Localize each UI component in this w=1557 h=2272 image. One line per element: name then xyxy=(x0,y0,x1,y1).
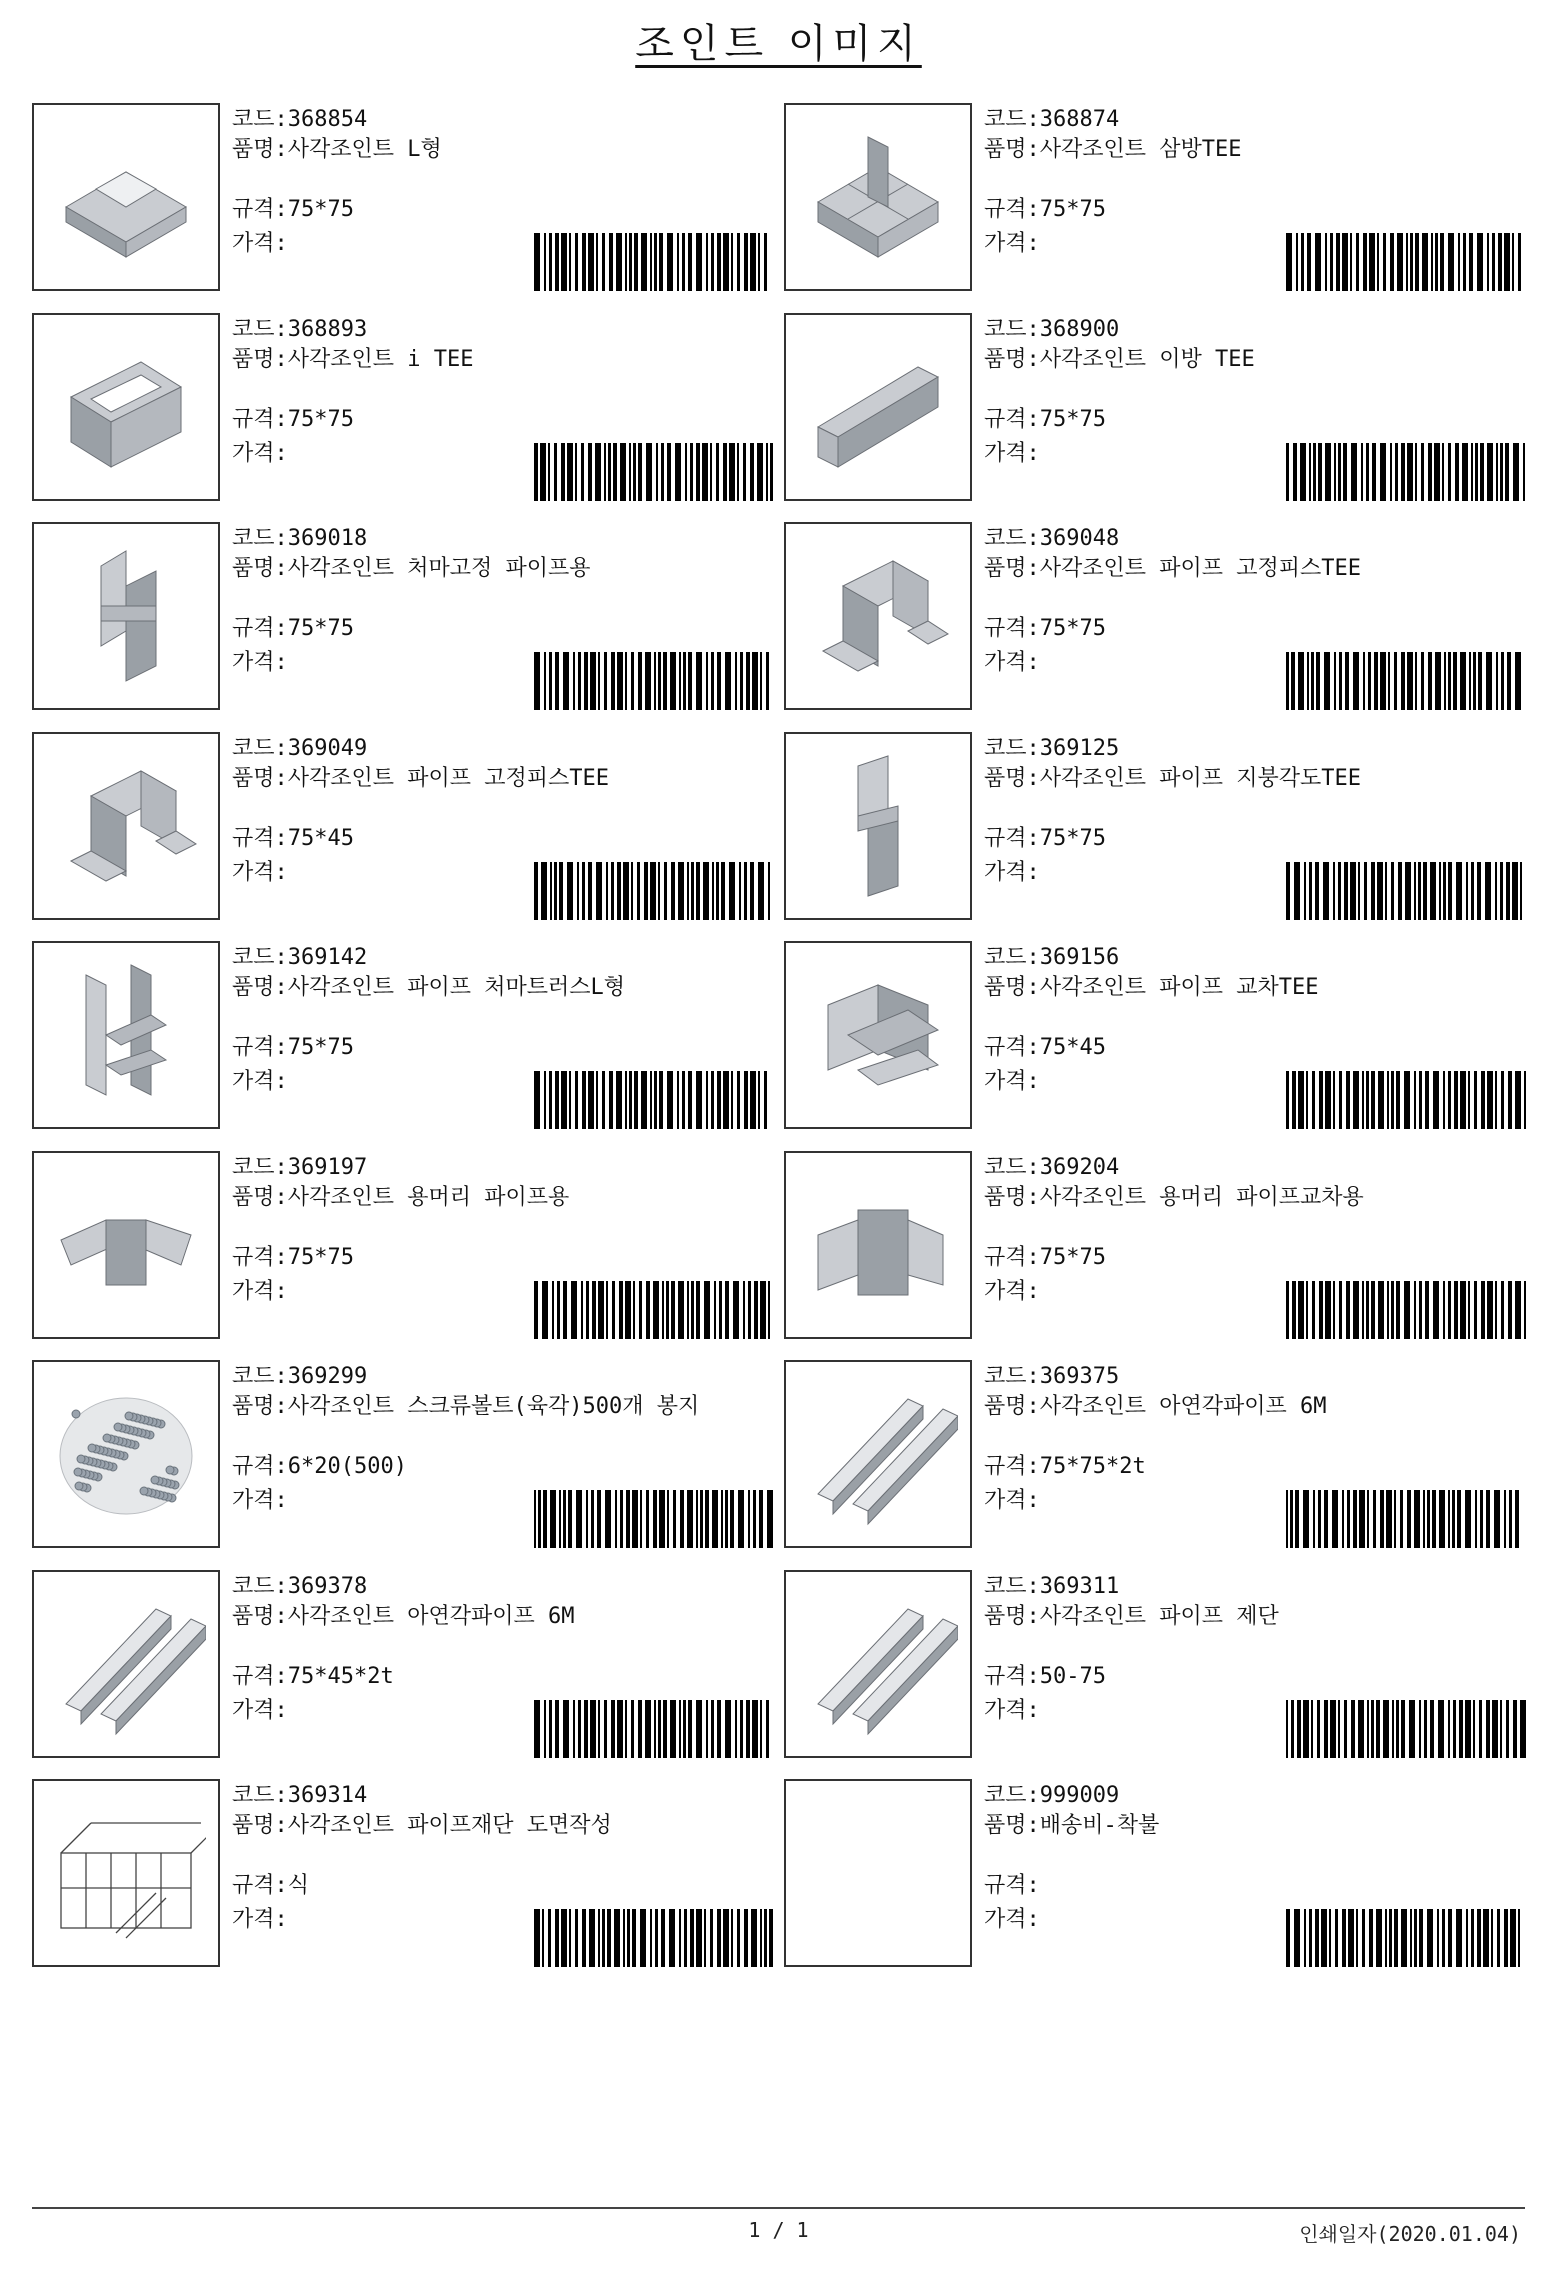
code-row xyxy=(232,105,367,135)
product-image xyxy=(32,313,220,501)
spec-value: 75*75 xyxy=(1039,616,1106,641)
name-row xyxy=(984,554,1524,584)
price-row xyxy=(984,648,1040,678)
code-value: 368893 xyxy=(287,316,368,342)
name-row xyxy=(984,345,1524,375)
price-row xyxy=(232,1486,288,1516)
spec-row xyxy=(984,1033,1106,1063)
code-value: 369375 xyxy=(1039,1364,1120,1389)
code-label: 코드: xyxy=(232,1154,288,1180)
name-row xyxy=(984,1183,1524,1213)
product-card xyxy=(32,313,772,505)
code-row xyxy=(232,524,367,554)
name-label: 품명: xyxy=(232,975,288,1000)
product-card xyxy=(784,732,1524,924)
product-image xyxy=(32,103,220,291)
price-row xyxy=(984,1696,1040,1726)
code-label: 코드: xyxy=(232,1573,288,1599)
code-value: 369299 xyxy=(287,1364,368,1389)
spec-label: 규격: xyxy=(232,825,288,851)
price-row xyxy=(984,858,1040,888)
name-value: 사각조인트 스크류볼트(육각)500개 봉지 xyxy=(287,1394,700,1419)
spec-value: 75*75 xyxy=(1039,197,1106,222)
barcode xyxy=(1282,1490,1530,1548)
price-label: 가격: xyxy=(232,440,288,466)
product-card xyxy=(784,103,1524,295)
spec-row xyxy=(232,195,354,225)
spec-label: 규격: xyxy=(984,616,1040,641)
price-label: 가격: xyxy=(232,859,288,885)
spec-value: 75*75 xyxy=(1039,825,1106,851)
name-value: 사각조인트 삼방TEE xyxy=(1039,137,1242,162)
product-card xyxy=(32,1360,772,1552)
name-row xyxy=(232,764,772,794)
eaves-bracket-render-icon xyxy=(46,536,206,696)
product-image xyxy=(32,1360,220,1548)
code-label: 코드: xyxy=(232,945,288,970)
code-row xyxy=(232,734,367,764)
name-label: 품명: xyxy=(984,975,1040,1000)
code-row xyxy=(232,1153,367,1183)
name-row xyxy=(232,345,772,375)
name-value: 사각조인트 파이프 고정피스TEE xyxy=(287,765,610,791)
code-value: 369204 xyxy=(1039,1154,1120,1180)
name-row xyxy=(984,764,1524,794)
price-label: 가격: xyxy=(984,1069,1040,1094)
code-row xyxy=(232,1572,367,1602)
price-row xyxy=(232,1067,288,1097)
name-label: 품명: xyxy=(984,1813,1040,1838)
product-image xyxy=(784,941,972,1129)
code-value: 368874 xyxy=(1039,107,1120,132)
spec-label: 규격: xyxy=(984,1873,1040,1898)
code-label: 코드: xyxy=(232,526,288,551)
spec-row xyxy=(232,1033,354,1063)
price-row xyxy=(232,229,288,259)
barcode xyxy=(530,443,778,501)
spec-label: 규격: xyxy=(232,1035,288,1060)
product-image xyxy=(784,1779,972,1967)
name-label: 품명: xyxy=(232,1603,288,1629)
name-label: 품명: xyxy=(232,346,288,372)
frame-drawing-icon xyxy=(46,1793,206,1953)
barcode xyxy=(530,1909,778,1967)
name-row xyxy=(984,973,1524,1003)
name-value: 사각조인트 i TEE xyxy=(287,346,474,372)
name-label: 품명: xyxy=(232,765,288,791)
name-value: 사각조인트 처마고정 파이프용 xyxy=(287,556,591,581)
price-label: 가격: xyxy=(232,1697,288,1723)
spec-row xyxy=(984,614,1106,644)
code-label: 코드: xyxy=(984,1364,1040,1389)
code-label: 코드: xyxy=(984,945,1040,970)
square-pipe-render-icon xyxy=(798,1584,958,1744)
code-value: 369314 xyxy=(287,1783,368,1808)
spec-value: 식 xyxy=(287,1873,310,1898)
code-row xyxy=(984,1781,1119,1811)
name-row xyxy=(232,1602,772,1632)
name-value: 사각조인트 L형 xyxy=(287,137,442,162)
product-card xyxy=(32,941,772,1133)
price-label: 가격: xyxy=(232,1907,288,1932)
channel-tee-render-icon xyxy=(798,327,958,487)
price-label: 가격: xyxy=(232,650,288,675)
name-label: 품명: xyxy=(232,556,288,581)
spec-label: 규격: xyxy=(232,406,288,432)
spec-row xyxy=(984,1243,1106,1273)
code-value: 369156 xyxy=(1039,945,1120,970)
print-date: 인쇄일자(2020.01.04) xyxy=(1299,2222,1521,2246)
name-label: 품명: xyxy=(984,137,1040,162)
name-row xyxy=(232,1183,772,1213)
spec-row xyxy=(232,1452,407,1482)
product-card xyxy=(784,313,1524,505)
name-label: 품명: xyxy=(232,137,288,162)
name-row xyxy=(984,1392,1524,1422)
product-card xyxy=(784,1779,1524,1971)
price-row xyxy=(232,439,288,469)
price-label: 가격: xyxy=(232,1069,288,1094)
code-row xyxy=(984,943,1119,973)
name-value: 사각조인트 파이프 고정피스TEE xyxy=(1039,556,1362,581)
product-image xyxy=(784,1570,972,1758)
code-label: 코드: xyxy=(232,1364,288,1389)
name-value: 사각조인트 아연각파이프 6M xyxy=(287,1603,575,1629)
name-row xyxy=(984,1811,1524,1841)
code-label: 코드: xyxy=(984,526,1040,551)
price-label: 가격: xyxy=(984,231,1040,256)
name-value: 사각조인트 아연각파이프 6M xyxy=(1039,1394,1327,1419)
name-label: 품명: xyxy=(232,1813,288,1838)
price-label: 가격: xyxy=(232,1488,288,1513)
price-row xyxy=(984,439,1040,469)
barcode xyxy=(530,1281,778,1339)
product-card xyxy=(32,103,772,295)
product-image xyxy=(32,1151,220,1339)
product-image xyxy=(32,1570,220,1758)
spec-value: 50-75 xyxy=(1039,1663,1106,1689)
spec-row xyxy=(232,1243,354,1273)
name-value: 사각조인트 용머리 파이프용 xyxy=(287,1184,570,1210)
code-row xyxy=(984,1153,1119,1183)
spec-row xyxy=(232,1871,309,1901)
spec-label: 규격: xyxy=(984,1244,1040,1270)
spec-label: 규격: xyxy=(984,1454,1040,1479)
code-value: 369142 xyxy=(287,945,368,970)
code-row xyxy=(232,1362,367,1392)
name-label: 품명: xyxy=(984,1394,1040,1419)
name-label: 품명: xyxy=(232,1394,288,1419)
page-title: 조인트 이미지 xyxy=(635,21,922,67)
price-row xyxy=(232,858,288,888)
name-value: 사각조인트 이방 TEE xyxy=(1039,346,1255,372)
barcode xyxy=(530,1700,778,1758)
name-value: 사각조인트 파이프 지붕각도TEE xyxy=(1039,765,1362,791)
product-card xyxy=(32,1151,772,1343)
code-row xyxy=(232,943,367,973)
name-row xyxy=(232,554,772,584)
spec-label: 규격: xyxy=(232,1244,288,1270)
spec-row xyxy=(232,1662,394,1692)
code-label: 코드: xyxy=(984,1573,1040,1599)
price-row xyxy=(984,1486,1040,1516)
name-row xyxy=(232,973,772,1003)
price-row xyxy=(984,1905,1040,1935)
product-image xyxy=(32,522,220,710)
price-label: 가격: xyxy=(984,1488,1040,1513)
price-label: 가격: xyxy=(232,1278,288,1304)
name-value: 사각조인트 파이프 처마트러스L형 xyxy=(287,975,626,1000)
price-label: 가격: xyxy=(984,1278,1040,1304)
code-label: 코드: xyxy=(232,316,288,342)
barcode xyxy=(1282,1909,1530,1967)
spec-value: 75*75 xyxy=(287,616,354,641)
i-tee-render-icon xyxy=(46,327,206,487)
name-row xyxy=(232,1811,772,1841)
spec-value: 75*75 xyxy=(287,1244,354,1270)
u-bracket-render-icon xyxy=(798,536,958,696)
spec-label: 규격: xyxy=(984,197,1040,222)
name-value: 사각조인트 파이프 제단 xyxy=(1039,1603,1279,1629)
code-label: 코드: xyxy=(232,1783,288,1808)
product-card xyxy=(784,1151,1524,1343)
name-value: 사각조인트 파이프재단 도면작성 xyxy=(287,1813,612,1838)
product-image xyxy=(32,1779,220,1967)
price-label: 가격: xyxy=(984,650,1040,675)
barcode xyxy=(1282,862,1530,920)
spec-value: 75*45 xyxy=(287,825,354,851)
product-card xyxy=(784,522,1524,714)
price-label: 가격: xyxy=(984,440,1040,466)
code-row xyxy=(984,315,1119,345)
page-number: 1 / 1 xyxy=(748,2218,809,2242)
price-label: 가격: xyxy=(984,859,1040,885)
name-label: 품명: xyxy=(232,1184,288,1210)
spec-value: 75*75*2t xyxy=(1039,1454,1146,1479)
product-card xyxy=(784,1570,1524,1762)
code-label: 코드: xyxy=(232,107,288,132)
product-image xyxy=(784,522,972,710)
code-row xyxy=(232,315,367,345)
product-card xyxy=(784,941,1524,1133)
product-card xyxy=(32,1779,772,1971)
screw-bag-photo-icon xyxy=(46,1374,206,1534)
barcode xyxy=(1282,233,1530,291)
barcode xyxy=(1282,443,1530,501)
barcode xyxy=(530,652,778,710)
spec-label: 규격: xyxy=(984,1663,1040,1689)
spec-value: 6*20(500) xyxy=(287,1454,407,1479)
product-card xyxy=(784,1360,1524,1552)
name-row xyxy=(232,135,772,165)
spec-label: 규격: xyxy=(984,1035,1040,1060)
spec-value: 75*75 xyxy=(287,406,354,432)
name-label: 품명: xyxy=(984,1603,1040,1629)
name-label: 품명: xyxy=(984,556,1040,581)
barcode xyxy=(1282,1071,1530,1129)
price-label: 가격: xyxy=(232,231,288,256)
name-label: 품명: xyxy=(984,765,1040,791)
price-row xyxy=(984,229,1040,259)
truss-bracket-render-icon xyxy=(46,955,206,1115)
price-row xyxy=(984,1277,1040,1307)
code-value: 369125 xyxy=(1039,735,1120,761)
code-value: 369048 xyxy=(1039,526,1120,551)
spec-label: 규격: xyxy=(984,825,1040,851)
product-image xyxy=(32,941,220,1129)
product-image xyxy=(32,732,220,920)
code-label: 코드: xyxy=(984,735,1040,761)
square-pipe-render-icon xyxy=(798,1374,958,1534)
code-label: 코드: xyxy=(232,735,288,761)
spec-row xyxy=(984,1871,1040,1901)
spec-row xyxy=(232,824,354,854)
spec-row xyxy=(984,1662,1106,1692)
name-row xyxy=(984,1602,1524,1632)
code-label: 코드: xyxy=(984,107,1040,132)
name-value: 사각조인트 파이프 교차TEE xyxy=(1039,975,1319,1000)
product-image xyxy=(784,1151,972,1339)
product-card xyxy=(32,732,772,924)
price-label: 가격: xyxy=(984,1697,1040,1723)
spec-value: 75*75 xyxy=(1039,406,1106,432)
code-value: 369049 xyxy=(287,735,368,761)
spec-value: 75*45 xyxy=(1039,1035,1106,1060)
price-row xyxy=(232,1696,288,1726)
code-label: 코드: xyxy=(984,1783,1040,1808)
spec-value: 75*45*2t xyxy=(287,1663,394,1689)
spec-label: 규격: xyxy=(232,616,288,641)
code-row xyxy=(232,1781,367,1811)
spec-row xyxy=(984,405,1106,435)
blank-icon xyxy=(798,1793,958,1953)
square-pipe-render-icon xyxy=(46,1584,206,1744)
code-value: 369197 xyxy=(287,1154,368,1180)
footer-divider xyxy=(32,2207,1525,2209)
spec-value: 75*75 xyxy=(287,1035,354,1060)
code-row xyxy=(984,734,1119,764)
product-card xyxy=(32,522,772,714)
barcode xyxy=(530,1490,778,1548)
code-row xyxy=(984,1572,1119,1602)
u-bracket-render-icon xyxy=(46,746,206,906)
code-row xyxy=(984,524,1119,554)
barcode xyxy=(1282,1281,1530,1339)
spec-label: 규격: xyxy=(232,197,288,222)
code-value: 368900 xyxy=(1039,316,1120,342)
spec-row xyxy=(984,195,1106,225)
barcode xyxy=(530,1071,778,1129)
name-label: 품명: xyxy=(984,346,1040,372)
code-value: 369311 xyxy=(1039,1573,1120,1599)
cross-tee-render-icon xyxy=(798,955,958,1115)
code-value: 999009 xyxy=(1039,1783,1120,1808)
name-label: 품명: xyxy=(984,1184,1040,1210)
name-row xyxy=(984,135,1524,165)
product-card xyxy=(32,1570,772,1762)
price-row xyxy=(984,1067,1040,1097)
spec-value: 75*75 xyxy=(1039,1244,1106,1270)
spec-label: 규격: xyxy=(232,1873,288,1898)
product-image xyxy=(784,1360,972,1548)
product-image xyxy=(784,313,972,501)
spec-row xyxy=(984,1452,1146,1482)
barcode xyxy=(1282,652,1530,710)
name-row xyxy=(232,1392,772,1422)
price-row xyxy=(232,648,288,678)
code-row xyxy=(984,1362,1119,1392)
spec-label: 규격: xyxy=(232,1663,288,1689)
code-value: 369378 xyxy=(287,1573,368,1599)
barcode xyxy=(530,862,778,920)
name-value: 배송비-착불 xyxy=(1039,1813,1160,1838)
spec-row xyxy=(232,405,354,435)
code-row xyxy=(984,105,1119,135)
product-image xyxy=(784,732,972,920)
barcode xyxy=(1282,1700,1530,1758)
spec-row xyxy=(984,824,1106,854)
l-joint-render-icon xyxy=(46,117,206,277)
price-label: 가격: xyxy=(984,1907,1040,1932)
barcode xyxy=(530,233,778,291)
code-label: 코드: xyxy=(984,1154,1040,1180)
code-value: 368854 xyxy=(287,107,368,132)
price-row xyxy=(232,1905,288,1935)
name-value: 사각조인트 용머리 파이프교차용 xyxy=(1039,1184,1364,1210)
ridge-cross-render-icon xyxy=(798,1165,958,1325)
code-label: 코드: xyxy=(984,316,1040,342)
spec-label: 규격: xyxy=(232,1454,288,1479)
price-row xyxy=(232,1277,288,1307)
roof-angle-render-icon xyxy=(798,746,958,906)
cross-joint-render-icon xyxy=(798,117,958,277)
code-value: 369018 xyxy=(287,526,368,551)
spec-label: 규격: xyxy=(984,406,1040,432)
spec-row xyxy=(232,614,354,644)
product-image xyxy=(784,103,972,291)
spec-value: 75*75 xyxy=(287,197,354,222)
ridge-bracket-render-icon xyxy=(46,1165,206,1325)
